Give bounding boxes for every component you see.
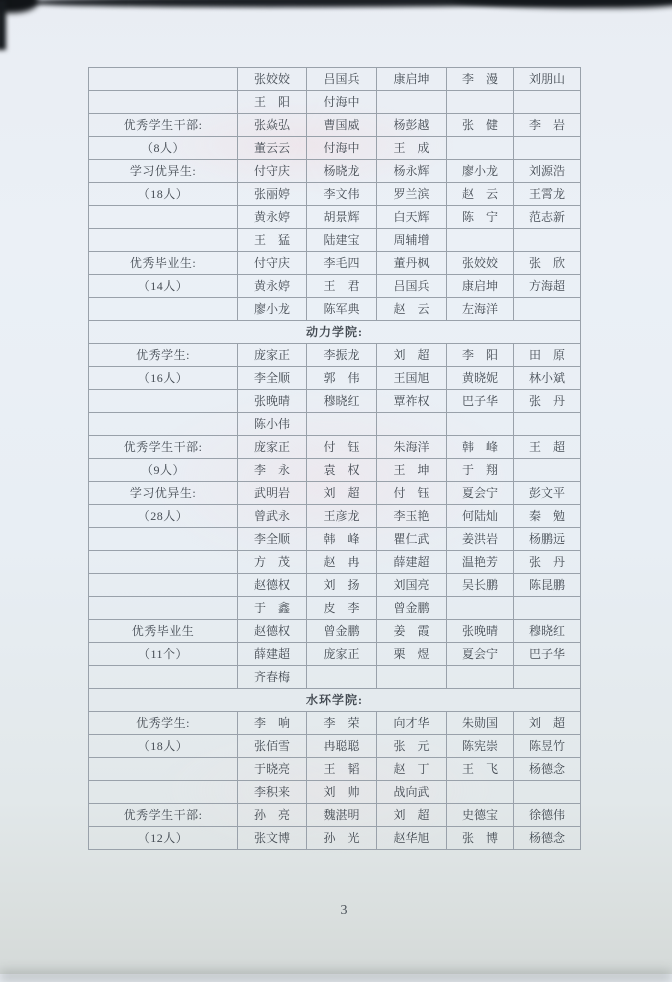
table-row	[89, 183, 581, 206]
name-cell: 康启坤	[377, 68, 447, 91]
table-row	[89, 574, 581, 597]
category-cell: 学习优异生:	[89, 160, 238, 183]
name-cell: 张佰雪	[238, 735, 307, 758]
category-cell	[89, 68, 238, 91]
name-cell: 刘 扬	[307, 574, 377, 597]
name-cell: 胡景辉	[307, 206, 377, 229]
name-cell: 李文伟	[307, 183, 377, 206]
name-cell: 付 钰	[377, 482, 447, 505]
table-row	[89, 505, 581, 528]
name-cell: 黄永婷	[238, 206, 307, 229]
name-cell: 杨德念	[514, 827, 581, 850]
name-cell: 赵 丁	[377, 758, 447, 781]
category-cell	[89, 781, 238, 804]
name-cell: 赵德权	[238, 620, 307, 643]
name-cell: 张姣姣	[238, 68, 307, 91]
name-cell: 张 欣	[514, 252, 581, 275]
name-cell: 孙 亮	[238, 804, 307, 827]
name-cell: 李 漫	[447, 68, 514, 91]
name-cell: 穆晓红	[307, 390, 377, 413]
name-cell: 武明岩	[238, 482, 307, 505]
awards-table	[88, 67, 581, 850]
name-cell	[447, 781, 514, 804]
category-cell	[89, 528, 238, 551]
name-cell: 巴子华	[514, 643, 581, 666]
name-cell: 李毛四	[307, 252, 377, 275]
name-cell: 黄晓妮	[447, 367, 514, 390]
name-cell: 王 成	[377, 137, 447, 160]
table-row	[89, 804, 581, 827]
name-cell: 杨彭越	[377, 114, 447, 137]
name-cell: 付守庆	[238, 160, 307, 183]
name-cell: 陈昱竹	[514, 735, 581, 758]
name-cell: 黄永婷	[238, 275, 307, 298]
name-cell	[447, 137, 514, 160]
name-cell: 夏会宁	[447, 643, 514, 666]
name-cell: 庞家正	[238, 344, 307, 367]
name-cell: 薛建超	[238, 643, 307, 666]
name-cell: 张 健	[447, 114, 514, 137]
name-cell	[307, 413, 377, 436]
name-cell: 曾金鹏	[307, 620, 377, 643]
name-cell: 张 丹	[514, 551, 581, 574]
section-row	[89, 689, 581, 712]
name-cell: 李积来	[238, 781, 307, 804]
name-cell: 栗 煜	[377, 643, 447, 666]
name-cell: 刘 超	[514, 712, 581, 735]
name-cell: 杨鹏远	[514, 528, 581, 551]
category-cell	[89, 298, 238, 321]
name-cell: 付海中	[307, 137, 377, 160]
name-cell: 范志新	[514, 206, 581, 229]
category-cell	[89, 91, 238, 114]
name-cell: 赵德权	[238, 574, 307, 597]
name-cell: 吕国兵	[377, 275, 447, 298]
name-cell: 史德宝	[447, 804, 514, 827]
category-cell	[89, 551, 238, 574]
name-cell: 孙 光	[307, 827, 377, 850]
name-cell	[514, 137, 581, 160]
name-cell: 李 荣	[307, 712, 377, 735]
category-cell: 优秀学生:	[89, 344, 238, 367]
category-cell	[89, 597, 238, 620]
name-cell: 彭文平	[514, 482, 581, 505]
name-cell: 廖小龙	[447, 160, 514, 183]
name-cell	[514, 781, 581, 804]
name-cell: 薛建超	[377, 551, 447, 574]
awards-table-body	[89, 68, 581, 850]
table-row	[89, 758, 581, 781]
table-row	[89, 413, 581, 436]
name-cell: 张 丹	[514, 390, 581, 413]
name-cell: 张晚晴	[447, 620, 514, 643]
table-row	[89, 344, 581, 367]
table-row	[89, 390, 581, 413]
name-cell: 林小斌	[514, 367, 581, 390]
page-number: 3	[340, 903, 348, 918]
name-cell: 陈小伟	[238, 413, 307, 436]
name-cell: 吕国兵	[307, 68, 377, 91]
name-cell: 姜 霞	[377, 620, 447, 643]
name-cell: 赵华旭	[377, 827, 447, 850]
name-cell: 夏会宁	[447, 482, 514, 505]
name-cell: 覃祚权	[377, 390, 447, 413]
category-cell: （12人）	[89, 827, 238, 850]
category-cell: （18人）	[89, 735, 238, 758]
name-cell: 于 翔	[447, 459, 514, 482]
category-cell: 优秀毕业生	[89, 620, 238, 643]
category-cell	[89, 229, 238, 252]
name-cell: 李 岩	[514, 114, 581, 137]
category-cell: 学习优异生:	[89, 482, 238, 505]
name-cell: 张晚晴	[238, 390, 307, 413]
name-cell: 皮 李	[307, 597, 377, 620]
name-cell: 王国旭	[377, 367, 447, 390]
name-cell: 陈昆鹏	[514, 574, 581, 597]
table-row	[89, 712, 581, 735]
name-cell: 刘 超	[307, 482, 377, 505]
table-row	[89, 643, 581, 666]
section-header: 水环学院:	[89, 689, 581, 712]
category-cell: 优秀毕业生:	[89, 252, 238, 275]
name-cell: 杨晓龙	[307, 160, 377, 183]
table-row	[89, 252, 581, 275]
name-cell: 王霄龙	[514, 183, 581, 206]
name-cell: 魏湛明	[307, 804, 377, 827]
category-cell	[89, 666, 238, 689]
name-cell: 王 飞	[447, 758, 514, 781]
name-cell: 韩 峰	[307, 528, 377, 551]
category-cell: （14人）	[89, 275, 238, 298]
category-cell: （9人）	[89, 459, 238, 482]
name-cell: 庞家正	[307, 643, 377, 666]
table-row	[89, 459, 581, 482]
name-cell: 冉聪聪	[307, 735, 377, 758]
name-cell	[514, 91, 581, 114]
name-cell	[514, 298, 581, 321]
name-cell: 陈军典	[307, 298, 377, 321]
name-cell: 付 钰	[307, 436, 377, 459]
name-cell: 刘朋山	[514, 68, 581, 91]
name-cell: 李 永	[238, 459, 307, 482]
name-cell: 姜洪岩	[447, 528, 514, 551]
table-row	[89, 436, 581, 459]
name-cell	[514, 229, 581, 252]
name-cell	[514, 597, 581, 620]
name-cell: 陈 宁	[447, 206, 514, 229]
name-cell	[447, 91, 514, 114]
name-cell: 穆晓红	[514, 620, 581, 643]
category-cell	[89, 413, 238, 436]
name-cell: 曹国威	[307, 114, 377, 137]
table-row	[89, 137, 581, 160]
name-cell: 方海超	[514, 275, 581, 298]
name-cell: 陈宪崇	[447, 735, 514, 758]
name-cell: 刘国亮	[377, 574, 447, 597]
name-cell: 杨德念	[514, 758, 581, 781]
name-cell: 庞家正	[238, 436, 307, 459]
name-cell: 董云云	[238, 137, 307, 160]
category-cell: （16人）	[89, 367, 238, 390]
name-cell: 赵 云	[447, 183, 514, 206]
name-cell: 韩 峰	[447, 436, 514, 459]
name-cell: 赵 云	[377, 298, 447, 321]
scan-artifact-top-right-corner	[452, 0, 672, 8]
name-cell: 郭 伟	[307, 367, 377, 390]
name-cell	[447, 229, 514, 252]
name-cell: 朱勋国	[447, 712, 514, 735]
name-cell: 王 君	[307, 275, 377, 298]
table-row	[89, 68, 581, 91]
name-cell	[377, 91, 447, 114]
name-cell: 于 鑫	[238, 597, 307, 620]
name-cell: 张丽婷	[238, 183, 307, 206]
category-cell: （8人）	[89, 137, 238, 160]
name-cell: 秦 勉	[514, 505, 581, 528]
name-cell: 瞿仁武	[377, 528, 447, 551]
name-cell: 李玉艳	[377, 505, 447, 528]
category-cell	[89, 390, 238, 413]
name-cell	[514, 413, 581, 436]
table-row	[89, 666, 581, 689]
name-cell: 王 超	[514, 436, 581, 459]
name-cell	[447, 597, 514, 620]
name-cell: 王 猛	[238, 229, 307, 252]
name-cell: 何陆灿	[447, 505, 514, 528]
name-cell: 付守庆	[238, 252, 307, 275]
name-cell: 曾武永	[238, 505, 307, 528]
table-row	[89, 91, 581, 114]
name-cell: 齐春梅	[238, 666, 307, 689]
scan-artifact-bottom-shadow	[0, 970, 672, 982]
name-cell: 李全顺	[238, 528, 307, 551]
name-cell: 李全顺	[238, 367, 307, 390]
table-row	[89, 160, 581, 183]
name-cell: 王 韬	[307, 758, 377, 781]
name-cell: 张焱弘	[238, 114, 307, 137]
name-cell: 张 元	[377, 735, 447, 758]
name-cell	[514, 459, 581, 482]
name-cell: 康启坤	[447, 275, 514, 298]
name-cell: 王 坤	[377, 459, 447, 482]
name-cell: 向才华	[377, 712, 447, 735]
category-cell: 优秀学生:	[89, 712, 238, 735]
category-cell: 优秀学生干部:	[89, 804, 238, 827]
name-cell: 刘 超	[377, 344, 447, 367]
name-cell: 张 博	[447, 827, 514, 850]
name-cell: 李 阳	[447, 344, 514, 367]
name-cell: 张文博	[238, 827, 307, 850]
name-cell: 战向武	[377, 781, 447, 804]
table-row	[89, 229, 581, 252]
name-cell: 罗兰滨	[377, 183, 447, 206]
table-row	[89, 206, 581, 229]
name-cell: 朱海洋	[377, 436, 447, 459]
name-cell: 王彦龙	[307, 505, 377, 528]
name-cell: 王 阳	[238, 91, 307, 114]
name-cell: 白天辉	[377, 206, 447, 229]
name-cell	[447, 666, 514, 689]
name-cell: 廖小龙	[238, 298, 307, 321]
name-cell	[514, 666, 581, 689]
table-row	[89, 298, 581, 321]
category-cell: （28人）	[89, 505, 238, 528]
table-row	[89, 528, 581, 551]
table-row	[89, 114, 581, 137]
table-row	[89, 482, 581, 505]
name-cell: 左海洋	[447, 298, 514, 321]
name-cell: 吴长鹏	[447, 574, 514, 597]
name-cell: 杨永辉	[377, 160, 447, 183]
table-row	[89, 597, 581, 620]
name-cell	[447, 413, 514, 436]
category-cell	[89, 574, 238, 597]
name-cell	[307, 666, 377, 689]
name-cell: 田 原	[514, 344, 581, 367]
name-cell: 李振龙	[307, 344, 377, 367]
table-row	[89, 367, 581, 390]
name-cell: 张姣姣	[447, 252, 514, 275]
table-row	[89, 781, 581, 804]
name-cell: 付海中	[307, 91, 377, 114]
category-cell: 优秀学生干部:	[89, 436, 238, 459]
name-cell: 徐德伟	[514, 804, 581, 827]
scan-artifact-left-edge	[0, 0, 6, 50]
name-cell: 董丹枫	[377, 252, 447, 275]
table-row	[89, 551, 581, 574]
category-cell: （18人）	[89, 183, 238, 206]
name-cell: 李 响	[238, 712, 307, 735]
section-row	[89, 321, 581, 344]
name-cell: 陆建宝	[307, 229, 377, 252]
table-row	[89, 620, 581, 643]
section-header: 动力学院:	[89, 321, 581, 344]
name-cell: 巴子华	[447, 390, 514, 413]
name-cell: 刘源浩	[514, 160, 581, 183]
name-cell: 于晓亮	[238, 758, 307, 781]
name-cell: 温艳芳	[447, 551, 514, 574]
name-cell: 周辅增	[377, 229, 447, 252]
table-row	[89, 735, 581, 758]
name-cell: 曾金鹏	[377, 597, 447, 620]
category-cell	[89, 758, 238, 781]
name-cell: 袁 权	[307, 459, 377, 482]
table-row	[89, 827, 581, 850]
name-cell: 刘 帅	[307, 781, 377, 804]
name-cell: 方 茂	[238, 551, 307, 574]
name-cell: 刘 超	[377, 804, 447, 827]
category-cell: （11个）	[89, 643, 238, 666]
name-cell	[377, 413, 447, 436]
name-cell: 赵 冉	[307, 551, 377, 574]
table-row	[89, 275, 581, 298]
name-cell	[377, 666, 447, 689]
category-cell	[89, 206, 238, 229]
category-cell: 优秀学生干部:	[89, 114, 238, 137]
